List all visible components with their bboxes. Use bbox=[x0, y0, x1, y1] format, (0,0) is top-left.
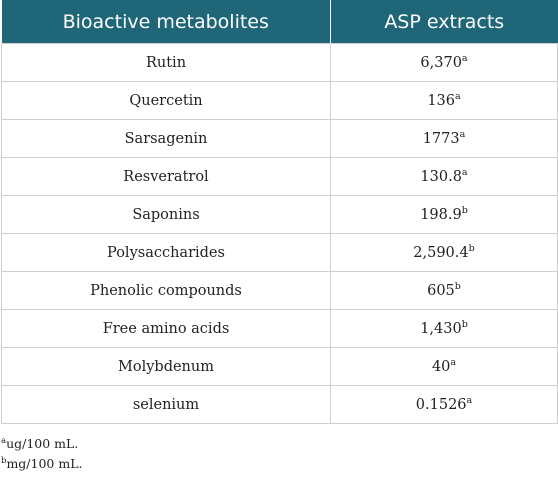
table-body bbox=[2, 44, 558, 424]
footnote-marker: b bbox=[461, 318, 468, 330]
footnote-mark: b bbox=[1, 455, 7, 466]
asp-value-cell bbox=[331, 120, 558, 158]
metabolite-name-cell: Polysaccharides bbox=[2, 234, 331, 272]
metabolite-name-cell: Resveratrol bbox=[2, 158, 331, 196]
footnote-marker: a bbox=[466, 394, 473, 406]
table-row bbox=[2, 158, 558, 196]
metabolite-name-cell: Molybdenum bbox=[2, 348, 331, 386]
metabolite-name-cell: Free amino acids bbox=[2, 310, 331, 348]
table-row bbox=[2, 272, 558, 310]
footnotes bbox=[1, 434, 558, 474]
footnote-a bbox=[1, 434, 558, 454]
footnote-text: ug/100 mL. bbox=[6, 436, 79, 451]
metabolite-name-cell: selenium bbox=[2, 386, 331, 424]
footnote-marker: a bbox=[450, 356, 457, 368]
asp-value: 198.9 bbox=[420, 206, 462, 223]
footnote-marker: b bbox=[454, 280, 461, 292]
table-row bbox=[2, 196, 558, 234]
footnote-text: mg/100 mL. bbox=[6, 456, 83, 471]
table-row bbox=[2, 44, 558, 82]
asp-value: 136 bbox=[427, 92, 455, 109]
footnote-marker: a bbox=[461, 52, 468, 64]
table-row bbox=[2, 120, 558, 158]
asp-value-cell bbox=[331, 348, 558, 386]
table-row bbox=[2, 348, 558, 386]
asp-value-cell bbox=[331, 44, 558, 82]
asp-value-cell bbox=[331, 82, 558, 120]
asp-value: 6,370 bbox=[420, 54, 462, 71]
metabolite-name-cell: Saponins bbox=[2, 196, 331, 234]
asp-value: 2,590.4 bbox=[413, 244, 469, 261]
footnote-marker: a bbox=[459, 128, 466, 140]
footnote-marker: a bbox=[461, 166, 468, 178]
asp-value: 40 bbox=[431, 358, 451, 375]
footnote-b bbox=[1, 454, 558, 474]
header-asp-extracts: ASP extracts bbox=[331, 0, 558, 44]
asp-value: 1773 bbox=[422, 130, 460, 147]
table-header bbox=[2, 0, 558, 44]
asp-value-cell bbox=[331, 272, 558, 310]
asp-value-cell bbox=[331, 310, 558, 348]
footnote-mark: a bbox=[1, 435, 7, 446]
header-metabolites: Bioactive metabolites bbox=[2, 0, 331, 44]
header-row bbox=[2, 0, 558, 44]
table-row bbox=[2, 234, 558, 272]
asp-value-cell bbox=[331, 158, 558, 196]
metabolite-name-cell: Rutin bbox=[2, 44, 331, 82]
asp-value: 130.8 bbox=[420, 168, 462, 185]
asp-value-cell bbox=[331, 196, 558, 234]
footnote-marker: b bbox=[468, 242, 475, 254]
asp-value: 605 bbox=[427, 282, 455, 299]
asp-value-cell bbox=[331, 234, 558, 272]
asp-value-cell bbox=[331, 386, 558, 424]
table-row bbox=[2, 82, 558, 120]
metabolite-name-cell: Phenolic compounds bbox=[2, 272, 331, 310]
metabolite-name-cell: Quercetin bbox=[2, 82, 331, 120]
asp-value: 0.1526 bbox=[415, 396, 467, 413]
metabolite-name-cell: Sarsagenin bbox=[2, 120, 331, 158]
table-row bbox=[2, 386, 558, 424]
table-row bbox=[2, 310, 558, 348]
asp-value: 1,430 bbox=[420, 320, 462, 337]
metabolites-table bbox=[1, 0, 558, 424]
footnote-marker: a bbox=[455, 90, 461, 102]
footnote-marker: b bbox=[461, 204, 468, 216]
